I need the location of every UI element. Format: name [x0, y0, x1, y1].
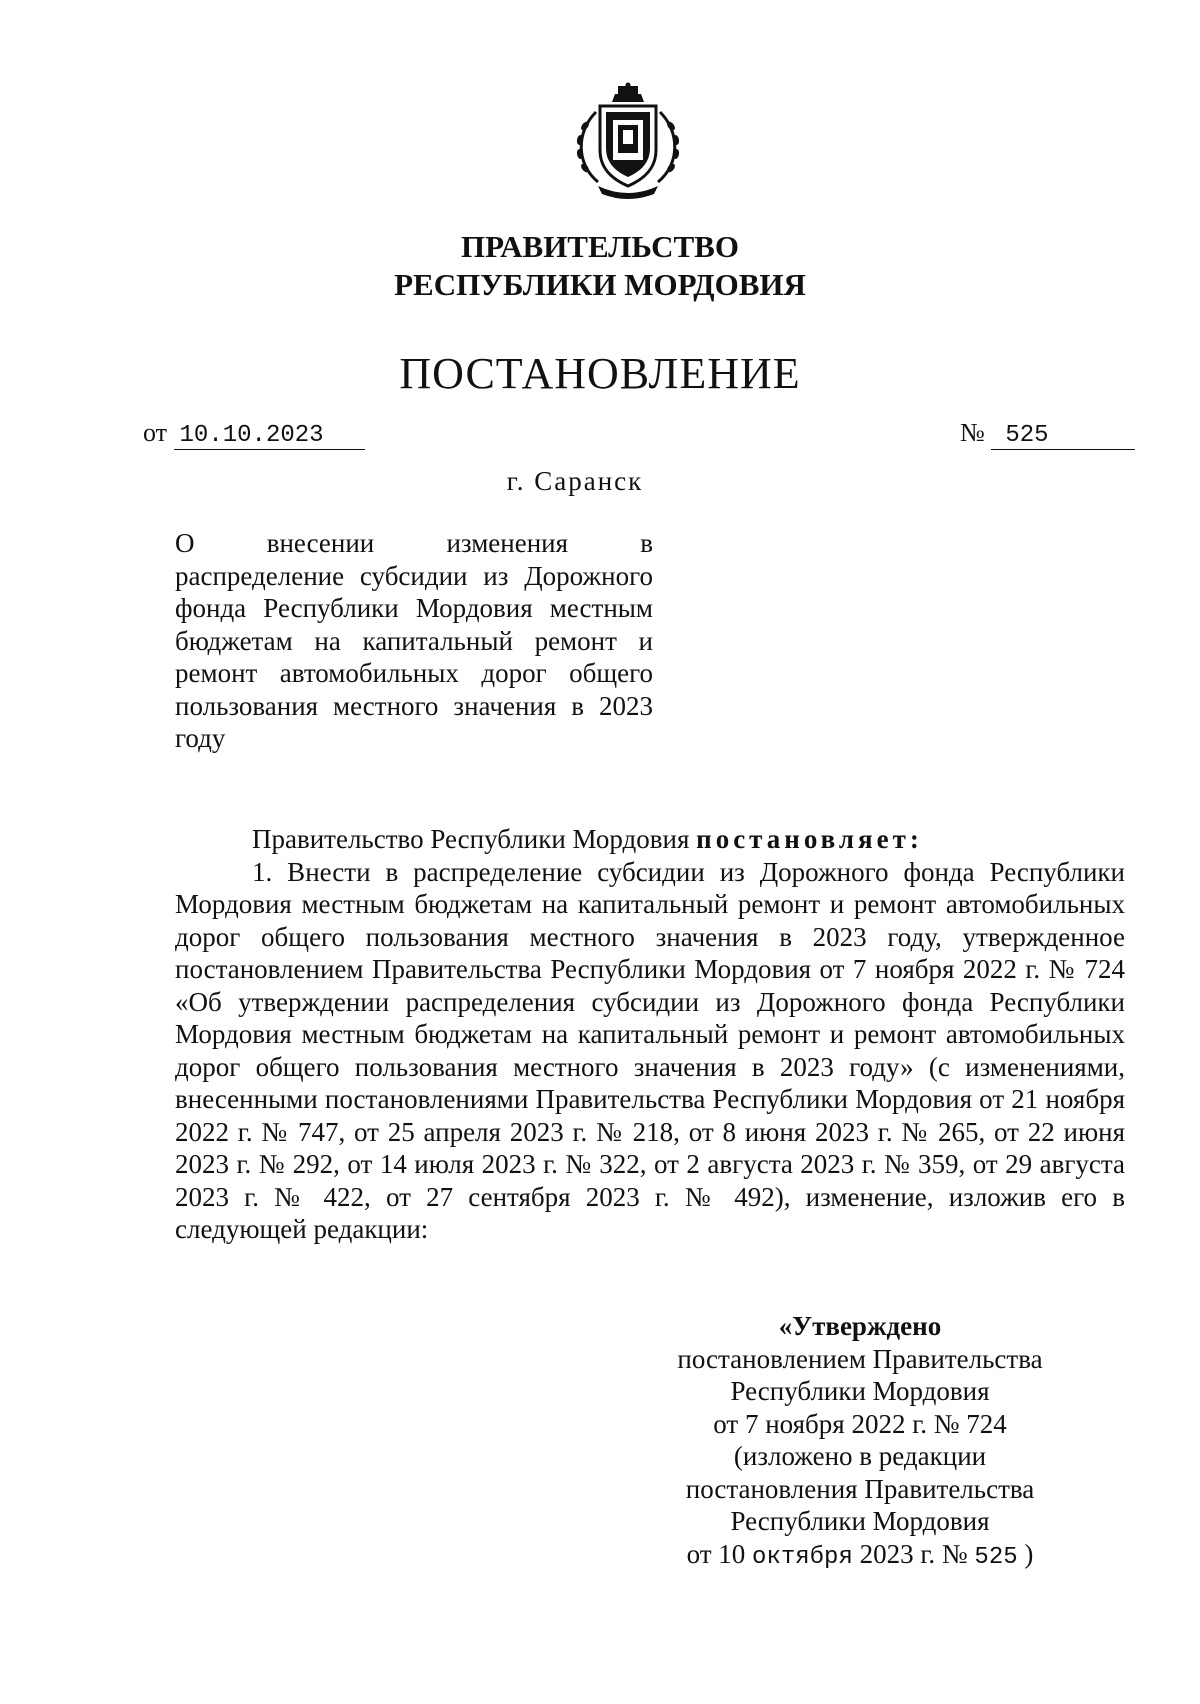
approval-line: постановлением Правительства	[677, 1343, 1043, 1374]
approval-block	[650, 1310, 1070, 1574]
paragraph-1: 1. Внести в распределение субсидии из Дорожного фонда Республики Мордовия местным бюджетам на капитальный ремонт и ремонт автомобильных дорог общего пользования местного значения в 2023 году, утвержденное постановлением Правительства Республики Мордовия от 7 ноября 2022 г. № 724 «Об утверждении распределения субсидии из Дорожного фонда Республики Мордовия местным бюджетам на капитальный ремонт и ремонт автомобильных дорог общего пользования местного значения в 2023 году» (с изменениями, внесенными постановлениями Правительства Республики Мордовия от 21 ноября 2022 г. № 747, от 25 апреля 2023 г. № 218, от 8 июня 2023 г. № 265, от 22 июня 2023 г. № 292, от 14 июля 2023 г. № 322, от 2 августа 2023 г. № 359, от 29 августа 2023 г. № 422, от 27 сентября 2023 г. № 492), изменение, изложив его в следующей редакции:	[175, 856, 1125, 1244]
subject-word: в	[640, 528, 654, 558]
approval-suffix: )	[1024, 1538, 1034, 1569]
city: г. Саранск	[506, 466, 644, 496]
document-date: 10.10.2023	[174, 423, 365, 450]
approval-header: «Утверждено	[778, 1311, 942, 1341]
coat-of-arms-icon	[568, 82, 688, 200]
number-prefix: №	[960, 418, 985, 447]
date-prefix: от	[143, 418, 168, 447]
approval-month: октября	[752, 1543, 853, 1571]
approval-last-prefix: от 10	[686, 1538, 746, 1569]
approval-line: Республики Мордовия	[730, 1376, 990, 1406]
subject-first-line	[175, 527, 653, 560]
org-name-line2: РЕСПУБЛИКИ МОРДОВИЯ	[394, 267, 806, 302]
subject-word: изменения	[446, 528, 569, 558]
approval-number: 525	[974, 1543, 1018, 1571]
intro-emphasis: постановляет:	[696, 824, 923, 854]
subject-rest: распределение субсидии из Дорожного фонда Республики Мордовия местным бюджетам на капитальный ремонт и ремонт автомобильных дорог общего пользования местного значения в 2023 году	[175, 560, 653, 753]
intro-paragraph	[175, 823, 1125, 856]
subject-word: О	[175, 528, 195, 558]
document-subject	[175, 527, 653, 755]
approval-line: постановления Правительства	[685, 1473, 1035, 1504]
number-line	[960, 418, 1135, 450]
approval-last-line	[650, 1538, 1070, 1575]
subject-word: внесении	[266, 528, 375, 558]
document-type: ПОСТАНОВЛЕНИЕ	[399, 349, 801, 398]
document-number: 525	[991, 423, 1135, 450]
date-line	[143, 418, 365, 450]
intro-text: Правительство Республики Мордовия	[252, 824, 697, 854]
org-name-line1: ПРАВИТЕЛЬСТВО	[461, 229, 739, 264]
approval-line: (изложено в редакции	[733, 1441, 987, 1471]
approval-line: от 7 ноября 2022 г. № 724	[713, 1408, 1007, 1439]
approval-year: 2023 г. №	[859, 1538, 968, 1569]
approval-line: Республики Мордовия	[730, 1506, 990, 1536]
